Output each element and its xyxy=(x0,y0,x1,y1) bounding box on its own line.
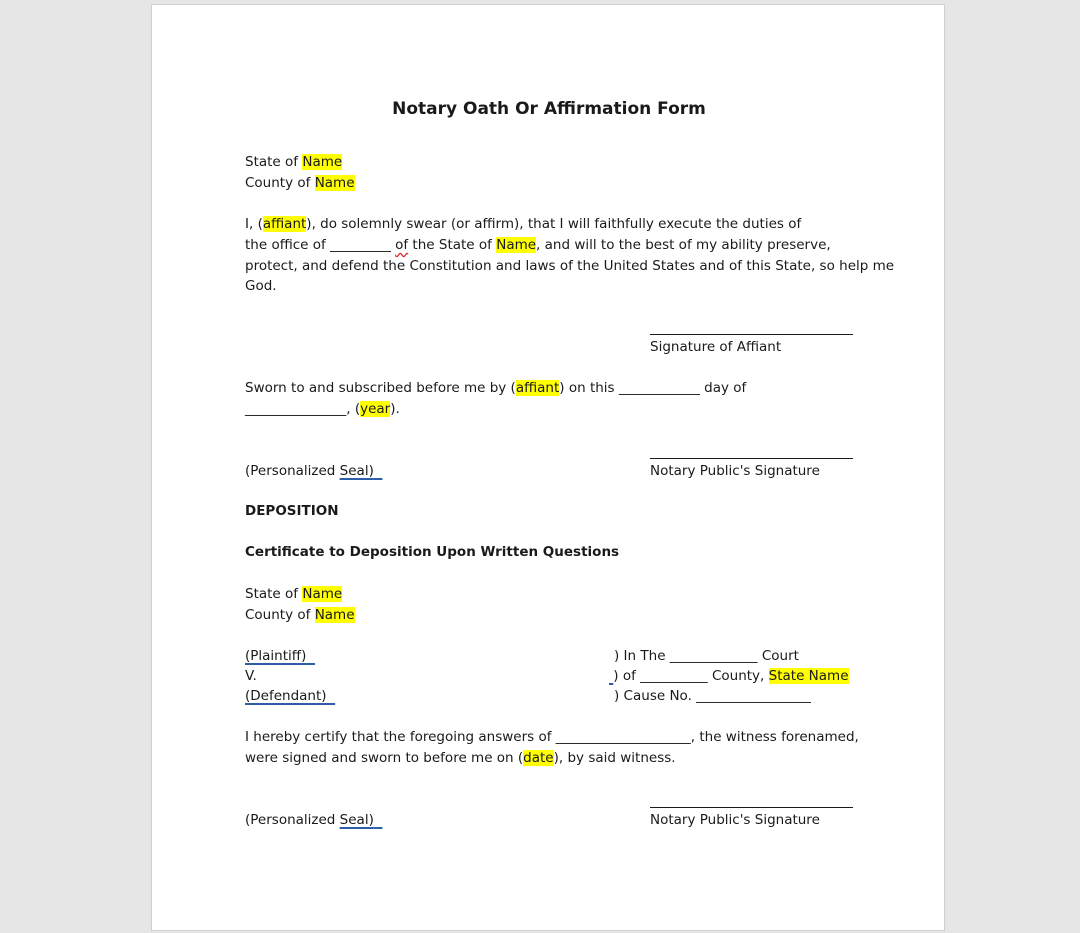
oath-paragraph-line-2: the office of _________ of the State of Name, and will to the best of my ability preserve, xyxy=(245,237,831,253)
affiant-signature-line xyxy=(650,334,853,335)
deposition-subheading: Certificate to Deposition Upon Written Questions xyxy=(245,544,620,560)
court-line: ) In The _____________ Court xyxy=(614,648,799,664)
county-name-field[interactable]: Name xyxy=(314,607,355,623)
oath-paragraph-line-3: protect, and defend the Constitution and laws of the United States and of this State, so help me xyxy=(245,258,895,274)
versus-label: V. xyxy=(245,668,257,684)
notary-signature-line xyxy=(650,807,853,808)
seal-link[interactable]: Seal) xyxy=(339,463,374,479)
personalized-seal: (Personalized Seal) xyxy=(245,810,382,831)
affiant-field[interactable]: affiant xyxy=(515,380,560,396)
affiant-field[interactable]: affiant xyxy=(262,216,307,232)
cause-number-line: ) Cause No. _________________ xyxy=(614,688,811,704)
state-name-field[interactable]: Name xyxy=(302,154,343,170)
affiant-signature-label: Signature of Affiant xyxy=(650,339,782,355)
date-field[interactable]: date xyxy=(523,750,554,766)
certify-line-2: were signed and sworn to before me on (date), by said witness. xyxy=(245,750,676,766)
seal-link[interactable]: Seal) xyxy=(339,812,374,828)
certify-line-1: I hereby certify that the foregoing answers of ____________________, the witness forenamed, xyxy=(245,729,859,745)
state-name-field[interactable]: State Name xyxy=(768,668,849,684)
deposition-state-line: State of Name xyxy=(245,586,343,602)
notary-signature-line xyxy=(650,458,853,459)
county-court-line: ) of __________ County, State Name xyxy=(613,668,849,684)
plaintiff-label[interactable]: (Plaintiff) xyxy=(245,648,307,664)
deposition-county-line: County of Name xyxy=(245,607,355,623)
notary-signature-label: Notary Public's Signature xyxy=(650,812,820,828)
state-name-field[interactable]: Name xyxy=(302,586,343,602)
sworn-line-1: Sworn to and subscribed before me by (affiant) on this ____________ day of xyxy=(245,380,747,396)
year-field[interactable]: year xyxy=(360,401,391,417)
oath-county-line: County of Name xyxy=(245,175,355,191)
document-title: Notary Oath Or Affirmation Form xyxy=(392,99,706,119)
county-name-field[interactable]: Name xyxy=(314,175,355,191)
notary-signature-label: Notary Public's Signature xyxy=(650,463,820,479)
personalized-seal: (Personalized Seal) xyxy=(245,461,382,482)
deposition-heading: DEPOSITION xyxy=(245,503,339,519)
document-page xyxy=(151,4,945,931)
sworn-line-2: _______________, (year). xyxy=(245,401,400,417)
defendant-label[interactable]: (Defendant) xyxy=(245,688,327,704)
state-name-field[interactable]: Name xyxy=(496,237,537,253)
oath-paragraph-line-4: God. xyxy=(245,278,277,294)
spelling-flag: of xyxy=(395,237,409,253)
oath-paragraph-line-1: I, (affiant), do solemnly swear (or affirm), that I will faithfully execute the duties of xyxy=(245,216,802,232)
oath-state-line: State of Name xyxy=(245,154,343,170)
